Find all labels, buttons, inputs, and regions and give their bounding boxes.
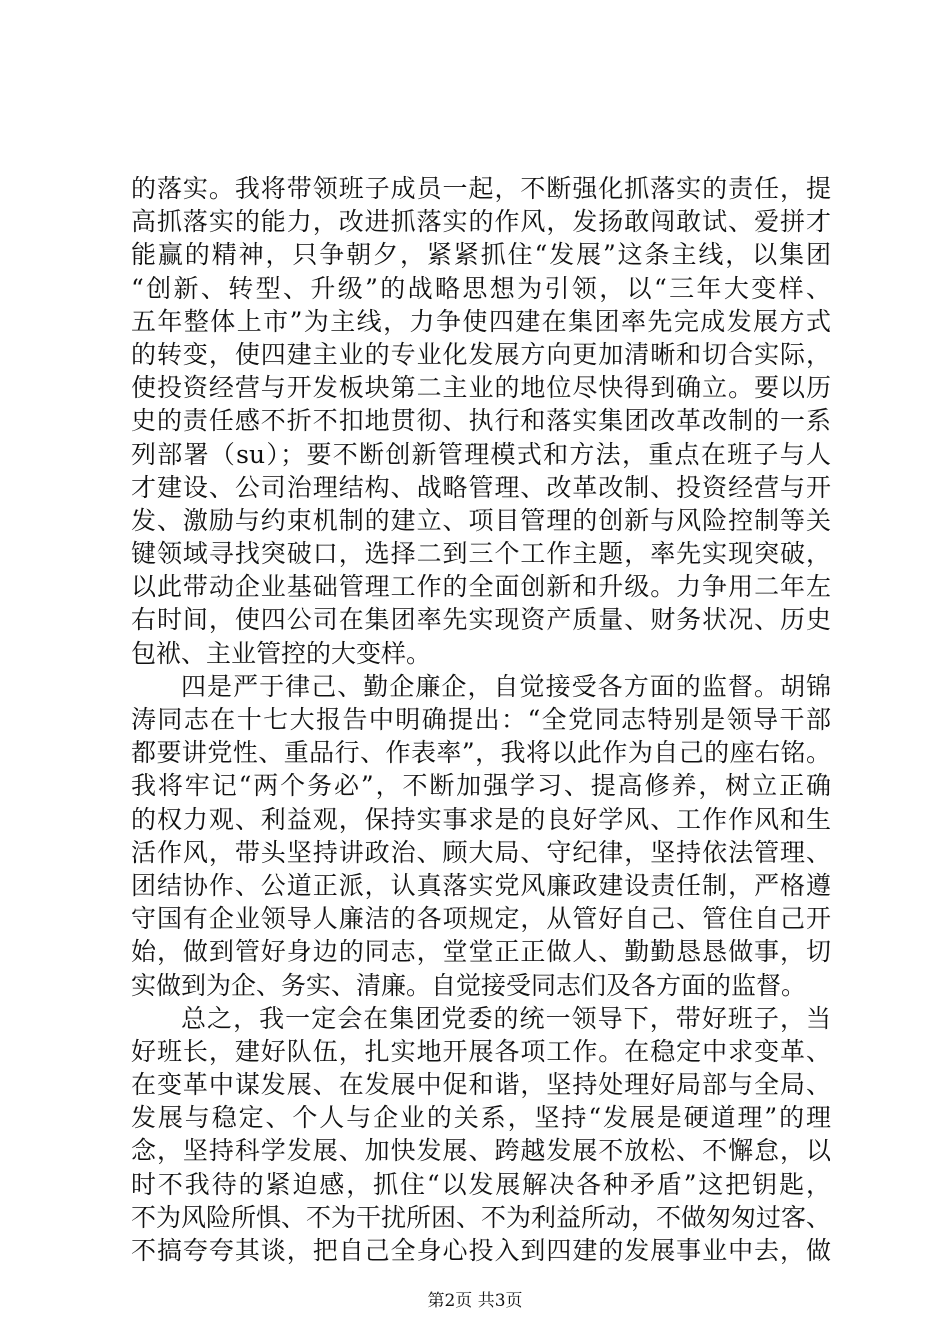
- text-line: 包袱、主业管控的大变样。: [131, 638, 432, 668]
- text-line: “创新、转型、升级”的战略思想为引领，以“三年大变样、: [131, 273, 831, 303]
- text-line: 键领域寻找突破口，选择二到三个工作主题，率先实现突破，: [131, 539, 831, 569]
- text-line: 不搞夸夸其谈，把自己全身心投入到四建的发展事业中去，做: [131, 1236, 831, 1265]
- text-line: 实做到为企、务实、清廉。自觉接受同志们及各方面的监督。: [131, 970, 807, 1000]
- text-line: 念，坚持科学发展、加快发展、跨越发展不放松、不懈怠，以: [131, 1136, 831, 1166]
- text-line: 高抓落实的能力，改进抓落实的作风，发扬敢闯敢试、爱拼才: [131, 207, 831, 237]
- text-line: 才建设、公司治理结构、战略管理、改革改制、投资经营与开: [131, 472, 831, 502]
- text-line: 都要讲党性、重品行、作表率”，我将以此作为自己的座右铭。: [131, 738, 831, 768]
- text-line: 列部署（su）；要不断创新管理模式和方法，重点在班子与人: [131, 439, 831, 469]
- text-line: 使投资经营与开发板块第二主业的地位尽快得到确立。要以历: [131, 373, 831, 403]
- text-line: 的权力观、利益观，保持实事求是的良好学风、工作作风和生: [131, 804, 831, 834]
- text-line: 发展与稳定、个人与企业的关系，坚持“发展是硬道理”的理: [131, 1103, 831, 1133]
- text-line: 五年整体上市”为主线，力争使四建在集团率先完成发展方式: [131, 306, 831, 336]
- text-line: 好班长，建好队伍，扎实地开展各项工作。在稳定中求变革、: [131, 1036, 831, 1066]
- text-line: 守国有企业领导人廉洁的各项规定，从管好自己、管住自己开: [131, 904, 831, 934]
- page-footer: [0, 1290, 950, 1312]
- text-line: 不为风险所惧、不为干扰所困、不为利益所动，不做匆匆过客、: [131, 1202, 832, 1232]
- page-number: 第2页: [427, 1291, 473, 1311]
- page-total: 共3页: [477, 1291, 523, 1311]
- text-line: 时不我待的紧迫感，抓住“以发展解决各种矛盾”这把钥匙，: [131, 1169, 831, 1199]
- text-line: 能赢的精神，只争朝夕，紧紧抓住“发展”这条主线，以集团: [131, 240, 831, 270]
- text-line: 的转变，使四建主业的专业化发展方向更加清晰和切合实际，: [131, 339, 831, 369]
- paragraph-start-line: 总之，我一定会在集团党委的统一领导下，带好班子，当: [181, 1003, 831, 1033]
- text-line: 右时间，使四公司在集团率先实现资产质量、财务状况、历史: [131, 605, 831, 635]
- text-line: 始，做到管好身边的同志，堂堂正正做人、勤勤恳恳做事，切: [131, 937, 831, 967]
- text-line: 史的责任感不折不扣地贯彻、执行和落实集团改革改制的一系: [131, 406, 831, 436]
- text-line: 发、激励与约束机制的建立、项目管理的创新与风险控制等关: [131, 505, 831, 535]
- text-line: 涛同志在十七大报告中明确提出：“全党同志特别是领导干部: [131, 705, 831, 734]
- text-line: 以此带动企业基础管理工作的全面创新和升级。力争用二年左: [131, 572, 831, 602]
- text-line: 的落实。我将带领班子成员一起，不断强化抓落实的责任，提: [131, 174, 831, 203]
- text-line: 团结协作、公道正派，认真落实党风廉政建设责任制，严格遵: [131, 870, 831, 900]
- paragraph-start-line: 四是严于律己、勤企廉企，自觉接受各方面的监督。胡锦: [181, 671, 831, 701]
- document-body: [131, 172, 831, 1267]
- text-line: 活作风，带头坚持讲政治、顾大局、守纪律，坚持依法管理、: [131, 837, 831, 867]
- text-line: 我将牢记“两个务必”，不断加强学习、提高修养，树立正确: [131, 771, 831, 801]
- text-line: 在变革中谋发展、在发展中促和谐，坚持处理好局部与全局、: [131, 1070, 831, 1100]
